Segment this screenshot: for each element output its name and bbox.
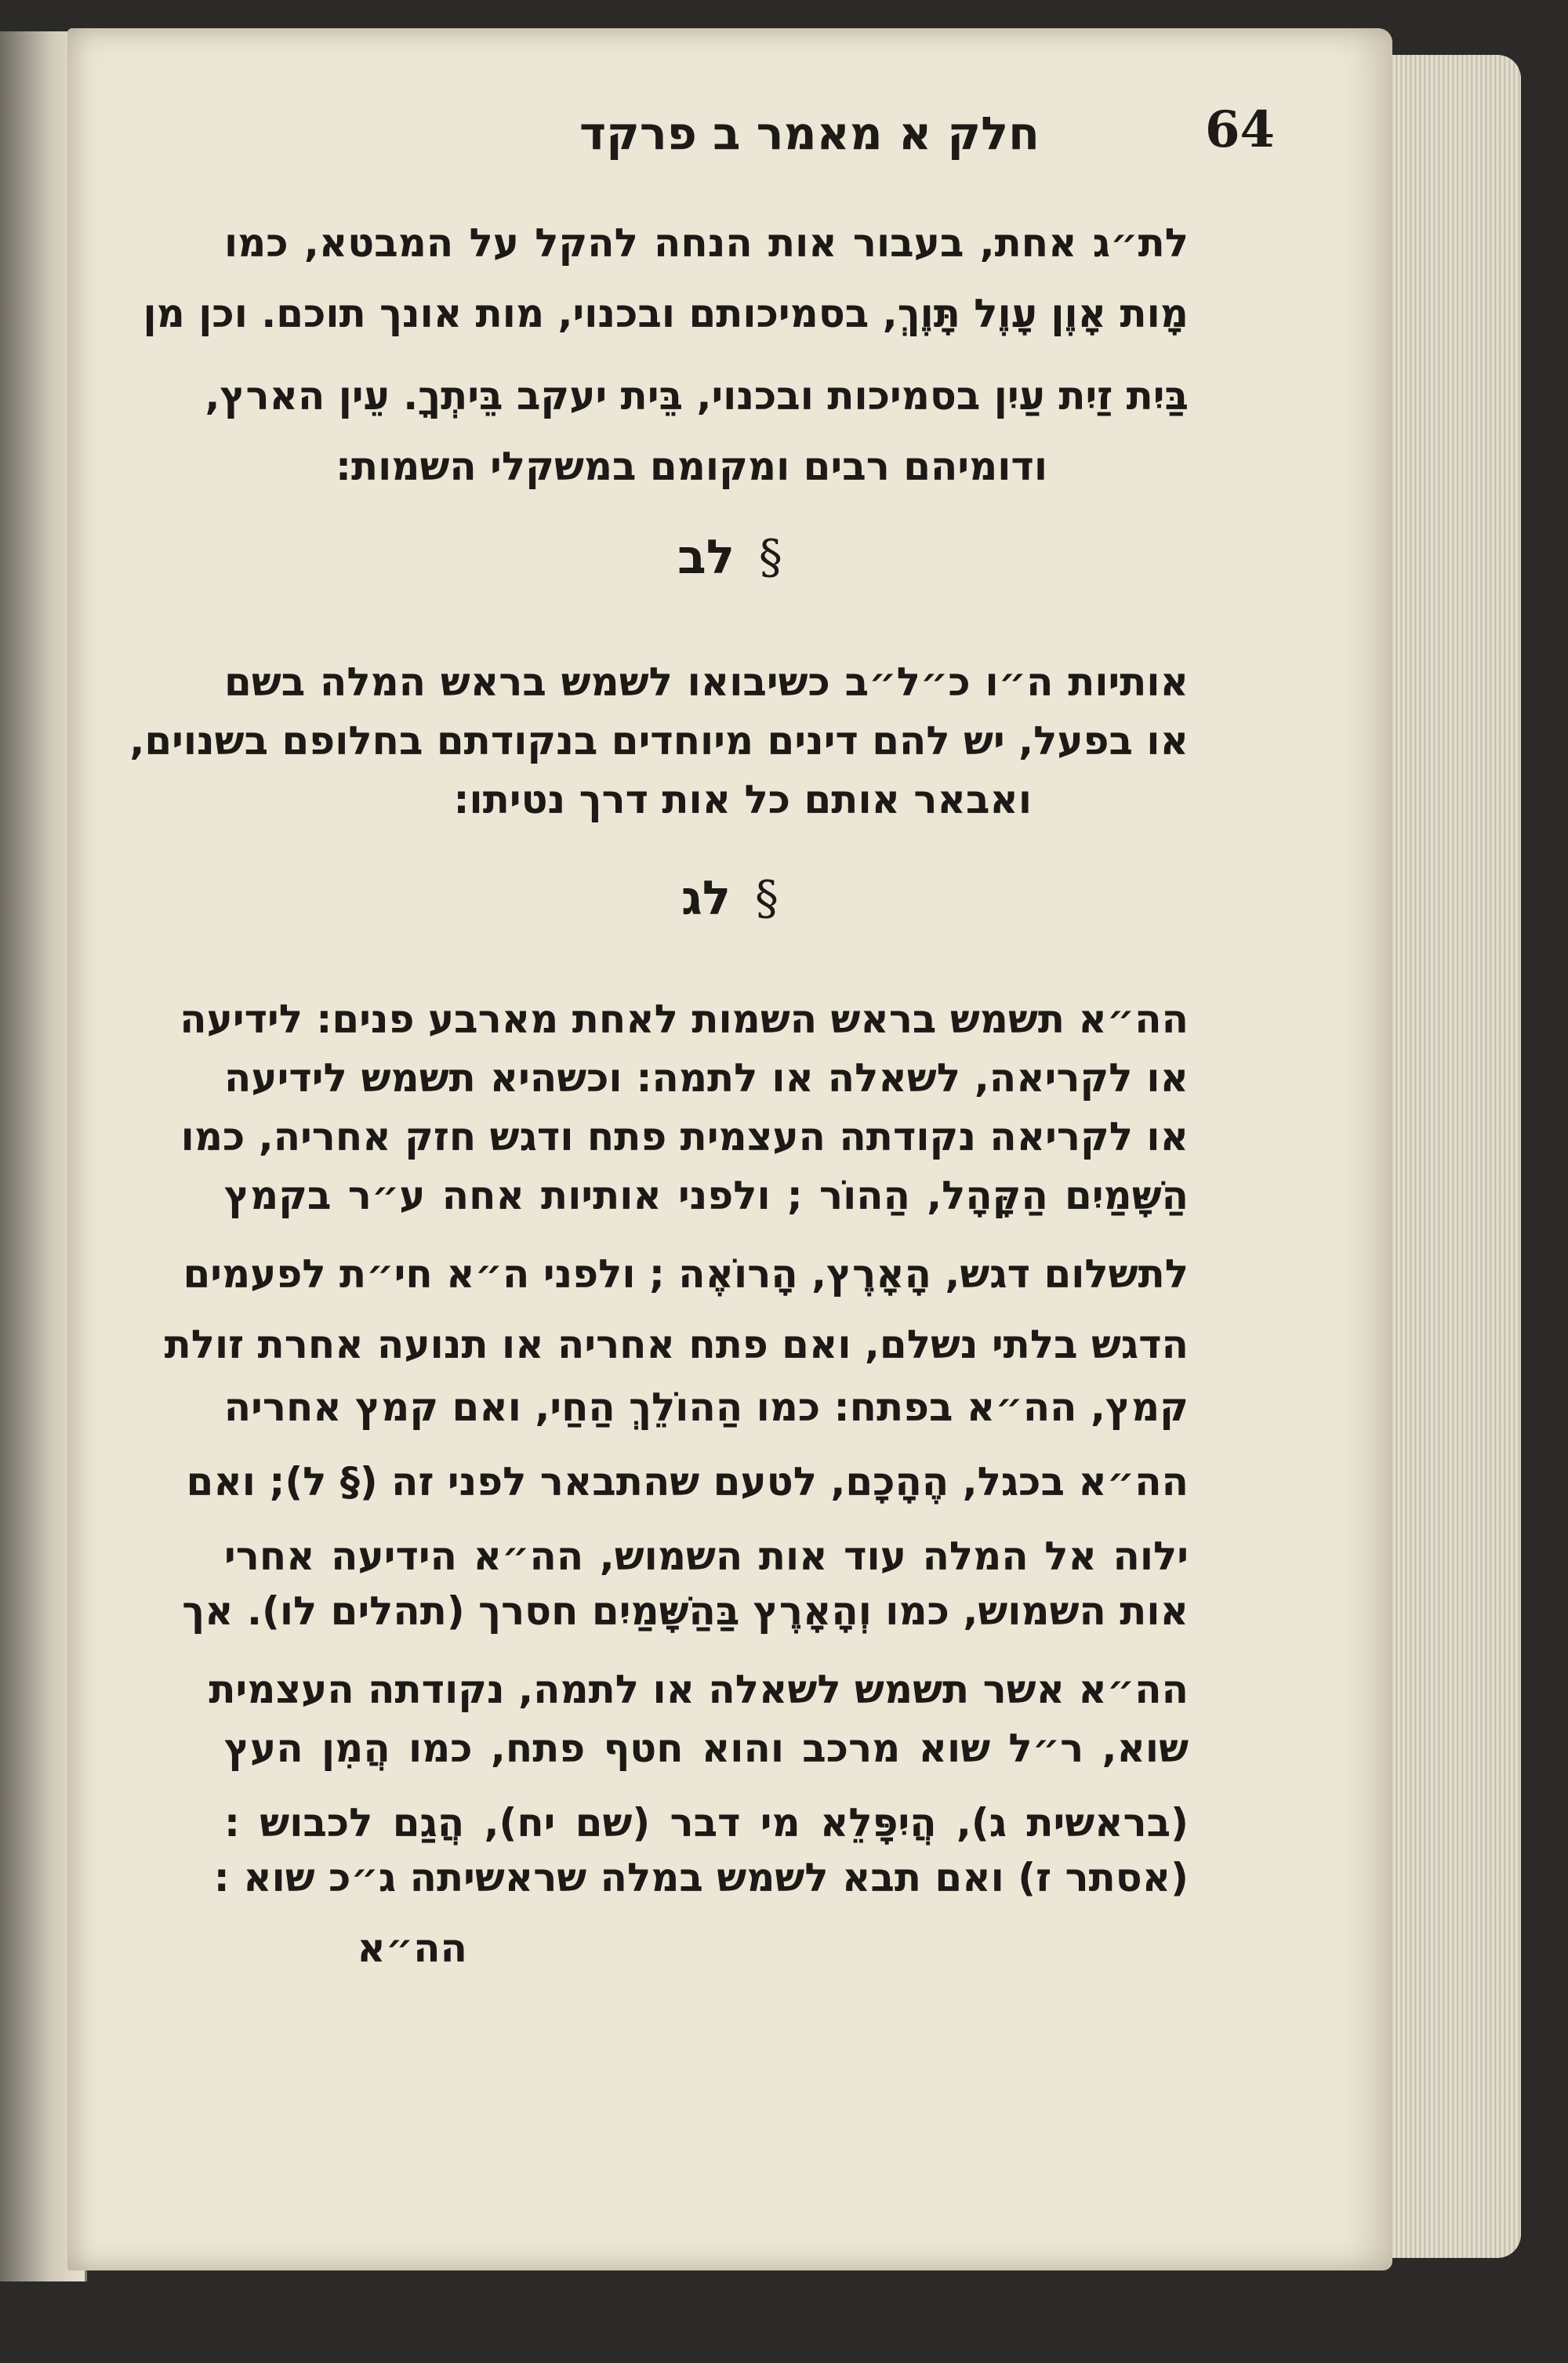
page-header bbox=[209, 100, 1275, 193]
catchword: הה״א bbox=[357, 1926, 467, 1971]
text-line: ודומיהם רבים ומקומם במשקלי השמות: bbox=[335, 444, 1047, 489]
text-line: הדגש בלתי נשלם, ואם פתח אחריה או תנועה אחרת זולת bbox=[164, 1322, 1189, 1367]
text-line: הה״א אשר תשמש לשאלה או לתמה, נקודתה העצמית bbox=[209, 1667, 1189, 1712]
text-line: הה״א בכגל, הֶהָכָם, לטעם שהתבאר לפני זה (§ ל); ואם bbox=[186, 1459, 1189, 1505]
text-line: קמץ, הה״א בפתח: כמו הַהוֹלֵךְ הַחַי, ואם קמץ אחריה bbox=[223, 1385, 1189, 1430]
text-line: ואבאר אותם כל אות דרך נטיתו: bbox=[453, 777, 1032, 822]
text-line: או לקריאה נקודתה העצמית פתח ודגש חזק אחריה, כמו bbox=[180, 1114, 1189, 1160]
text-line: (אסתר ז) ואם תבא לשמש במלה שראשיתה ג״כ שוא : bbox=[213, 1855, 1189, 1900]
running-head: חלק א מאמר ב פרקד bbox=[579, 107, 1040, 160]
section-heading bbox=[67, 871, 1392, 926]
section-number: לב bbox=[677, 530, 735, 585]
text-line: הַשָּׁמַיִם הַקָּהָל, הַהוֹר ; ולפני אותיות אחה ע״ר בקמץ bbox=[224, 1173, 1189, 1218]
text-line: אותיות ה״ו כ״ל״ב כשיבואו לשמש בראש המלה בשם bbox=[224, 659, 1189, 705]
text-line: אות השמוש, כמו וְהָאָרֶץ בַּהַשָּׁמַיִם חסרך (תהלים לו). אך bbox=[182, 1588, 1189, 1634]
text-line: מָות אָוֶן עָוֶל תָּוֶךְ, בסמיכותם ובכנוי, מות אונך תוכם. וכן מן bbox=[143, 291, 1189, 336]
section-sign: § bbox=[758, 530, 782, 585]
text-line: (בראשית ג), הֲיִפָּלֵא מי דבר (שם יח), הֲגַם לכבוש : bbox=[224, 1800, 1189, 1846]
section-heading bbox=[67, 530, 1392, 585]
text-line: או לקריאה, לשאלה או לתמה: וכשהיא תשמש לידיעה bbox=[224, 1055, 1189, 1101]
page-number: 64 bbox=[1204, 100, 1275, 159]
text-line: הה״א תשמש בראש השמות לאחת מארבע פנים: לידיעה bbox=[180, 996, 1189, 1042]
section-sign: § bbox=[755, 871, 779, 926]
text-line: או בפעל, יש להם דינים מיוחדים בנקודתם בחלופם בשנוים, bbox=[129, 718, 1189, 764]
book-page bbox=[67, 28, 1392, 2270]
text-line: לתשלום דגש, הָאָרֶץ, הָרוֹאֶה ; ולפני ה״א חי״ת לפעמים bbox=[183, 1251, 1189, 1297]
text-line: בַּיִת זַיִת עַיִן בסמיכות ובכנוי, בֵּית יעקב בֵּיתְךָ. עֵין הארץ, bbox=[205, 373, 1189, 419]
section-number: לג bbox=[681, 871, 731, 926]
text-line: ילוה אל המלה עוד אות השמוש, הה״א הידיעה אחרי bbox=[224, 1534, 1189, 1579]
text-line: שוא, ר״ל שוא מרכב והוא חטף פתח, כמו הֲמִן העץ bbox=[224, 1726, 1189, 1771]
text-line: לת״ג אחת, בעבור אות הנחה להקל על המבטא, כמו bbox=[224, 220, 1189, 266]
